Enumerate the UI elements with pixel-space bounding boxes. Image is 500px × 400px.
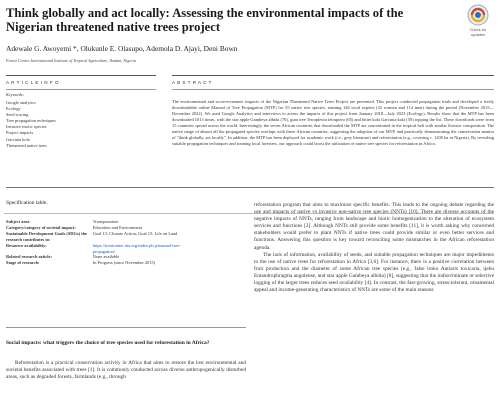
article-info-heading: A R T I C L E I N F O — [6, 80, 60, 85]
badge-line1: Check for — [469, 27, 487, 32]
spec-value: Goal 13: Climate Action; Goal 15: Life on Land — [92, 230, 178, 236]
spec-key: Subject area — [6, 219, 30, 224]
keyword-item: Seed sowing — [6, 112, 29, 118]
spec-key: Related research article: — [6, 254, 52, 260]
spec-key: Sustainable Development Goals (SDGs) the research contributes to: — [6, 230, 87, 242]
article-title: Think globally and act locally: Assessing the environmental impacts of the Nigerian threatened native trees project — [6, 6, 404, 34]
affiliation: Forest Center, International Institute of Tropical Agriculture, Ibadan, Nigeria — [6, 58, 137, 63]
body-paragraph: reforestation program that aims to maximize specific benefits. This leads to the ongoing debate regarding the use and impacts of native vs invasive non-native tree species (NNTs) [10]. There are diverse accounts of the negative impacts of NNTs, ranging from landscape and biotic homogenization to the alteration of ecosystem services and functions [2]. Although NNTs still provide some benefits [11], it is worth asking why concerned stakeholders would prefer to plant NNTs if native trees could provide similar or even better services and functions. Answering this question is key toward reconciling some mismatches in the African reforestation agenda. — [254, 202, 494, 251]
spec-value: Transportation — [92, 219, 119, 224]
abstract-text: The environmental and socio-economic impacts of the Nigerian Threatened Native Trees Project are presented. This project conducted propagation trials and developed a freely downloadable online Manual of Tree Propagation (MTP) for 55 native tree species, training 146 local experts (32 women and 114 men) during the period (November 2015—December 2022). We used Google Analytics and interviews to assess the impacts of this project from January 2018—July 2023 (Ecology). Results show that the MTP has been downloaded 1013 times, with the star apple Gambeya albida (76), gum tree Tetrapleura tetraptera (65) and bitter kola Garcinia kola (50) topping the list. These downloads were from 15 countries spread across the world. Interestingly, the seven African countries that downloaded the MTP are concentrated in the tropical belt with similar floristic composition. The native range of almost all the propagated species overlaps with these African countries, suggesting the adoption of our MTP, and practically demonstrating the conservation mantra of "think globally, act locally". In addition, the MTP has been deployed for academic work (i.e., grey literature) and reforestation (e.g., covering c. 1200 ha in Nigeria). By revealing suitable propagation techniques and training local foresters, our approach could boost the utilization of native tree species for reforestation in Africa. — [172, 99, 494, 147]
badge-line2: updates — [470, 32, 486, 37]
right-column-text — [254, 202, 494, 294]
spec-value: In Progress (since November 2015) — [92, 260, 156, 266]
table-row — [6, 231, 186, 243]
body-paragraph: Reforestation is a practical conservation activity in Africa that aims to restore the lost environmental and societal benefits associated with trees [1]. It is commonly conducted across diverse anthropogenically disturbed areas, such as degraded forests, farmlands (e.g., through — [6, 360, 246, 381]
divider — [6, 187, 494, 188]
keyword-item: Ecology — [6, 106, 21, 112]
keywords-label: Keywords: — [6, 92, 24, 97]
keyword-item: Garcinia kola — [6, 136, 30, 142]
keyword-item: Tree propagation techniques — [6, 118, 56, 124]
resource-link[interactable]: https://trentcenter.iita.org/index.ph p/manual-tree-propagation/ — [92, 242, 181, 254]
spec-key: Resource availability: — [6, 242, 47, 248]
author-list: Adewale G. Awoyemi *, Olukunle E. Olasupo, Ademola D. Ajayi, Deni Bown — [6, 44, 238, 53]
spec-value: Education and Environment — [92, 224, 143, 230]
spec-value: None available — [92, 254, 120, 260]
spec-table-title: Specification table. — [6, 200, 48, 206]
check-for-updates-icon — [462, 2, 494, 38]
check-for-updates-badge[interactable] — [462, 2, 494, 38]
table-row — [6, 260, 186, 266]
spec-key: Stage of research: — [6, 260, 40, 266]
abstract-heading: A B S T R A C T — [172, 80, 212, 85]
divider — [172, 75, 494, 76]
section-heading: Social impacts: what triggers the choice of tree species used for reforestation in Africa? — [6, 340, 210, 346]
table-row — [6, 243, 186, 255]
divider — [6, 327, 246, 328]
keyword-list — [6, 100, 156, 149]
divider — [6, 75, 156, 76]
specification-table — [6, 219, 186, 266]
body-paragraph: The lack of information, availability of seeds, and suitable propagation techniques are major impediments to the use of native trees for reforestation in Africa [3,6]. For instance, there is a positive correlation between fruit production and the diameter of some African tree species (e.g., false iroko Antiaris toxicaria, ijebu Entandrophragma angolense, and star apple Gambeya albida) [8], suggesting that the indiscriminate or selective logging of the larger trees reduces seed availability [4]. In contrast, the fast-growing, stress-tolerant, ornamental appeal and income-generating characteristics of NNTs are some of the main reasons — [254, 251, 494, 294]
keyword-item: Project impacts — [6, 130, 34, 136]
keyword-item: Google analytics — [6, 100, 36, 105]
keyword-item: Threatened native trees — [6, 142, 47, 148]
spec-key: Category/category of societal impact: — [6, 224, 76, 230]
keyword-item: Invasive exotic species — [6, 124, 47, 130]
